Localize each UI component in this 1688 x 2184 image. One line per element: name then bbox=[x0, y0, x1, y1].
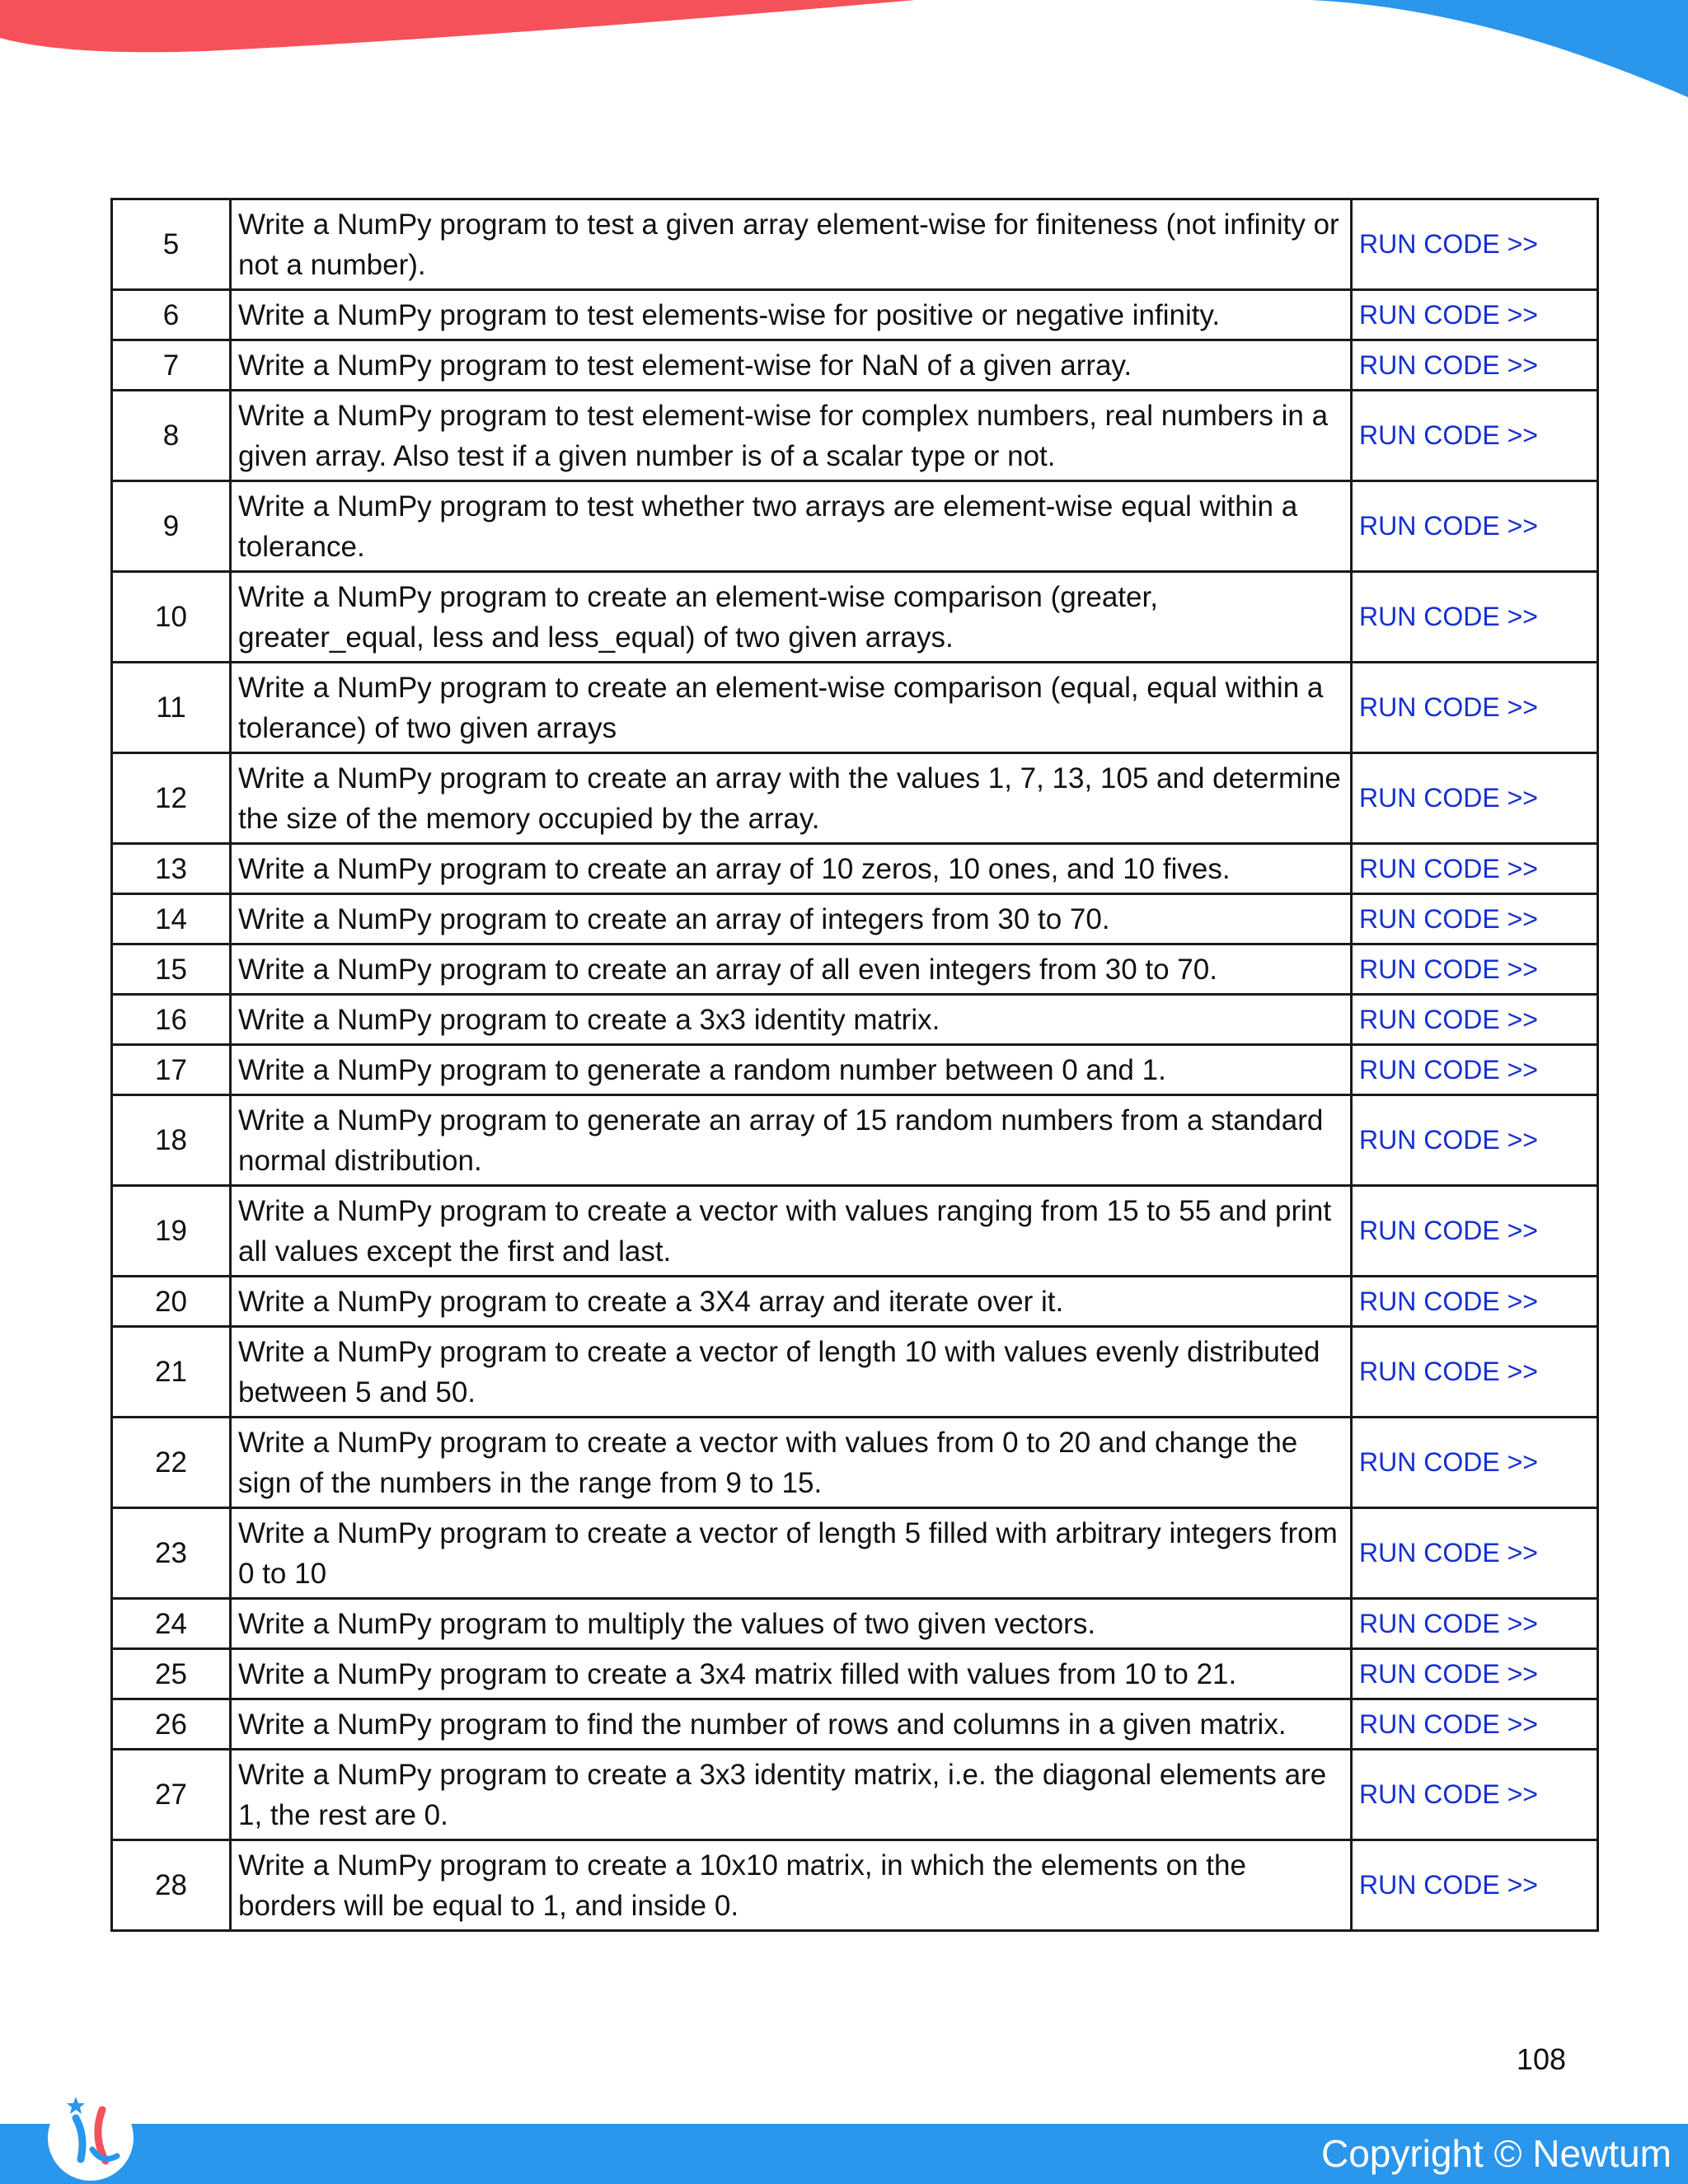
run-code-link[interactable]: RUN CODE >> bbox=[1352, 290, 1598, 340]
table-row bbox=[112, 481, 1598, 572]
run-code-link[interactable]: RUN CODE >> bbox=[1352, 894, 1598, 944]
run-code-link[interactable]: RUN CODE >> bbox=[1352, 995, 1598, 1045]
exercise-number: 7 bbox=[112, 340, 231, 391]
exercise-description: Write a NumPy program to create a vector of length 5 filled with arbitrary integers from 0 to 10 bbox=[231, 1508, 1352, 1599]
run-code-link[interactable]: RUN CODE >> bbox=[1352, 753, 1598, 844]
table-row bbox=[112, 391, 1598, 481]
exercise-description: Write a NumPy program to create a 3X4 array and iterate over it. bbox=[231, 1277, 1352, 1327]
table-row bbox=[112, 1699, 1598, 1750]
exercise-description: Write a NumPy program to test element-wise for complex numbers, real numbers in a given array. Also test if a given number is of a scalar type or not. bbox=[231, 391, 1352, 481]
run-code-link[interactable]: RUN CODE >> bbox=[1352, 1186, 1598, 1277]
exercise-number: 10 bbox=[112, 572, 231, 663]
exercise-description: Write a NumPy program to multiply the values of two given vectors. bbox=[231, 1599, 1352, 1649]
run-code-link[interactable]: RUN CODE >> bbox=[1352, 1649, 1598, 1699]
exercise-description: Write a NumPy program to create an element-wise comparison (equal, equal within a tolerance) of two given arrays bbox=[231, 663, 1352, 753]
run-code-link[interactable]: RUN CODE >> bbox=[1352, 199, 1598, 290]
exercise-number: 17 bbox=[112, 1045, 231, 1095]
table-row bbox=[112, 1327, 1598, 1418]
exercise-description: Write a NumPy program to test whether two arrays are element-wise equal within a tolerance. bbox=[231, 481, 1352, 572]
exercise-description: Write a NumPy program to create a 3x3 identity matrix. bbox=[231, 995, 1352, 1045]
exercise-number: 20 bbox=[112, 1277, 231, 1327]
run-code-link[interactable]: RUN CODE >> bbox=[1352, 340, 1598, 391]
exercise-description: Write a NumPy program to create a 3x4 matrix filled with values from 10 to 21. bbox=[231, 1649, 1352, 1699]
exercise-description: Write a NumPy program to create an array of all even integers from 30 to 70. bbox=[231, 944, 1352, 995]
exercise-description: Write a NumPy program to test elements-wise for positive or negative infinity. bbox=[231, 290, 1352, 340]
table-row bbox=[112, 572, 1598, 663]
exercise-number: 21 bbox=[112, 1327, 231, 1418]
table-row bbox=[112, 1750, 1598, 1840]
table-row bbox=[112, 894, 1598, 944]
table-row bbox=[112, 1045, 1598, 1095]
exercise-table bbox=[110, 198, 1599, 1932]
exercise-description: Write a NumPy program to create a 3x3 identity matrix, i.e. the diagonal elements are 1, the rest are 0. bbox=[231, 1750, 1352, 1840]
exercise-number: 6 bbox=[112, 290, 231, 340]
table-row bbox=[112, 995, 1598, 1045]
exercise-description: Write a NumPy program to create a 10x10 matrix, in which the elements on the borders will be equal to 1, and inside 0. bbox=[231, 1840, 1352, 1931]
run-code-link[interactable]: RUN CODE >> bbox=[1352, 391, 1598, 481]
run-code-link[interactable]: RUN CODE >> bbox=[1352, 572, 1598, 663]
exercise-number: 9 bbox=[112, 481, 231, 572]
exercise-number: 11 bbox=[112, 663, 231, 753]
table-row bbox=[112, 340, 1598, 391]
table-row bbox=[112, 944, 1598, 995]
run-code-link[interactable]: RUN CODE >> bbox=[1352, 1699, 1598, 1750]
run-code-link[interactable]: RUN CODE >> bbox=[1352, 1599, 1598, 1649]
exercise-description: Write a NumPy program to create a vector with values from 0 to 20 and change the sign of the numbers in the range from 9 to 15. bbox=[231, 1418, 1352, 1508]
exercise-description: Write a NumPy program to test a given array element-wise for finiteness (not infinity or not a number). bbox=[231, 199, 1352, 290]
run-code-link[interactable]: RUN CODE >> bbox=[1352, 663, 1598, 753]
exercise-description: Write a NumPy program to generate an array of 15 random numbers from a standard normal distribution. bbox=[231, 1095, 1352, 1186]
run-code-link[interactable]: RUN CODE >> bbox=[1352, 944, 1598, 995]
run-code-link[interactable]: RUN CODE >> bbox=[1352, 1840, 1598, 1931]
exercise-number: 22 bbox=[112, 1418, 231, 1508]
table-row bbox=[112, 844, 1598, 894]
exercise-description: Write a NumPy program to generate a random number between 0 and 1. bbox=[231, 1045, 1352, 1095]
run-code-link[interactable]: RUN CODE >> bbox=[1352, 1045, 1598, 1095]
exercise-number: 18 bbox=[112, 1095, 231, 1186]
table-row bbox=[112, 1599, 1598, 1649]
run-code-link[interactable]: RUN CODE >> bbox=[1352, 1508, 1598, 1599]
exercise-number: 26 bbox=[112, 1699, 231, 1750]
exercise-description: Write a NumPy program to create an array of 10 zeros, 10 ones, and 10 fives. bbox=[231, 844, 1352, 894]
exercise-number: 14 bbox=[112, 894, 231, 944]
exercise-number: 23 bbox=[112, 1508, 231, 1599]
exercise-description: Write a NumPy program to create a vector of length 10 with values evenly distributed between 5 and 50. bbox=[231, 1327, 1352, 1418]
exercise-description: Write a NumPy program to create an array of integers from 30 to 70. bbox=[231, 894, 1352, 944]
exercise-number: 19 bbox=[112, 1186, 231, 1277]
table-row bbox=[112, 1508, 1598, 1599]
page-number: 108 bbox=[1516, 2042, 1566, 2076]
table-row bbox=[112, 1095, 1598, 1186]
exercise-number: 25 bbox=[112, 1649, 231, 1699]
table-row bbox=[112, 290, 1598, 340]
exercise-description: Write a NumPy program to find the number of rows and columns in a given matrix. bbox=[231, 1699, 1352, 1750]
exercise-number: 5 bbox=[112, 199, 231, 290]
exercise-number: 13 bbox=[112, 844, 231, 894]
table-row bbox=[112, 753, 1598, 844]
run-code-link[interactable]: RUN CODE >> bbox=[1352, 844, 1598, 894]
exercise-number: 8 bbox=[112, 391, 231, 481]
table-row bbox=[112, 199, 1598, 290]
table-row bbox=[112, 1418, 1598, 1508]
run-code-link[interactable]: RUN CODE >> bbox=[1352, 1277, 1598, 1327]
exercise-description: Write a NumPy program to test element-wise for NaN of a given array. bbox=[231, 340, 1352, 391]
table-row bbox=[112, 663, 1598, 753]
copyright-text: Copyright © Newtum bbox=[1320, 2132, 1672, 2175]
newtum-logo-icon bbox=[43, 2085, 138, 2181]
table-row bbox=[112, 1840, 1598, 1931]
exercise-number: 16 bbox=[112, 995, 231, 1045]
run-code-link[interactable]: RUN CODE >> bbox=[1352, 1095, 1598, 1186]
exercise-number: 12 bbox=[112, 753, 231, 844]
exercise-description: Write a NumPy program to create a vector with values ranging from 15 to 55 and print all values except the first and last. bbox=[231, 1186, 1352, 1277]
run-code-link[interactable]: RUN CODE >> bbox=[1352, 481, 1598, 572]
run-code-link[interactable]: RUN CODE >> bbox=[1352, 1750, 1598, 1840]
exercise-description: Write a NumPy program to create an array with the values 1, 7, 13, 105 and determine the size of the memory occupied by the array. bbox=[231, 753, 1352, 844]
exercise-number: 24 bbox=[112, 1599, 231, 1649]
top-decoration bbox=[0, 0, 1688, 107]
exercise-number: 15 bbox=[112, 944, 231, 995]
run-code-link[interactable]: RUN CODE >> bbox=[1352, 1327, 1598, 1418]
exercise-number: 28 bbox=[112, 1840, 231, 1931]
table-row bbox=[112, 1277, 1598, 1327]
run-code-link[interactable]: RUN CODE >> bbox=[1352, 1418, 1598, 1508]
exercise-description: Write a NumPy program to create an element-wise comparison (greater, greater_equal, less and less_equal) of two given arrays. bbox=[231, 572, 1352, 663]
exercise-number: 27 bbox=[112, 1750, 231, 1840]
table-row bbox=[112, 1186, 1598, 1277]
table-row bbox=[112, 1649, 1598, 1699]
